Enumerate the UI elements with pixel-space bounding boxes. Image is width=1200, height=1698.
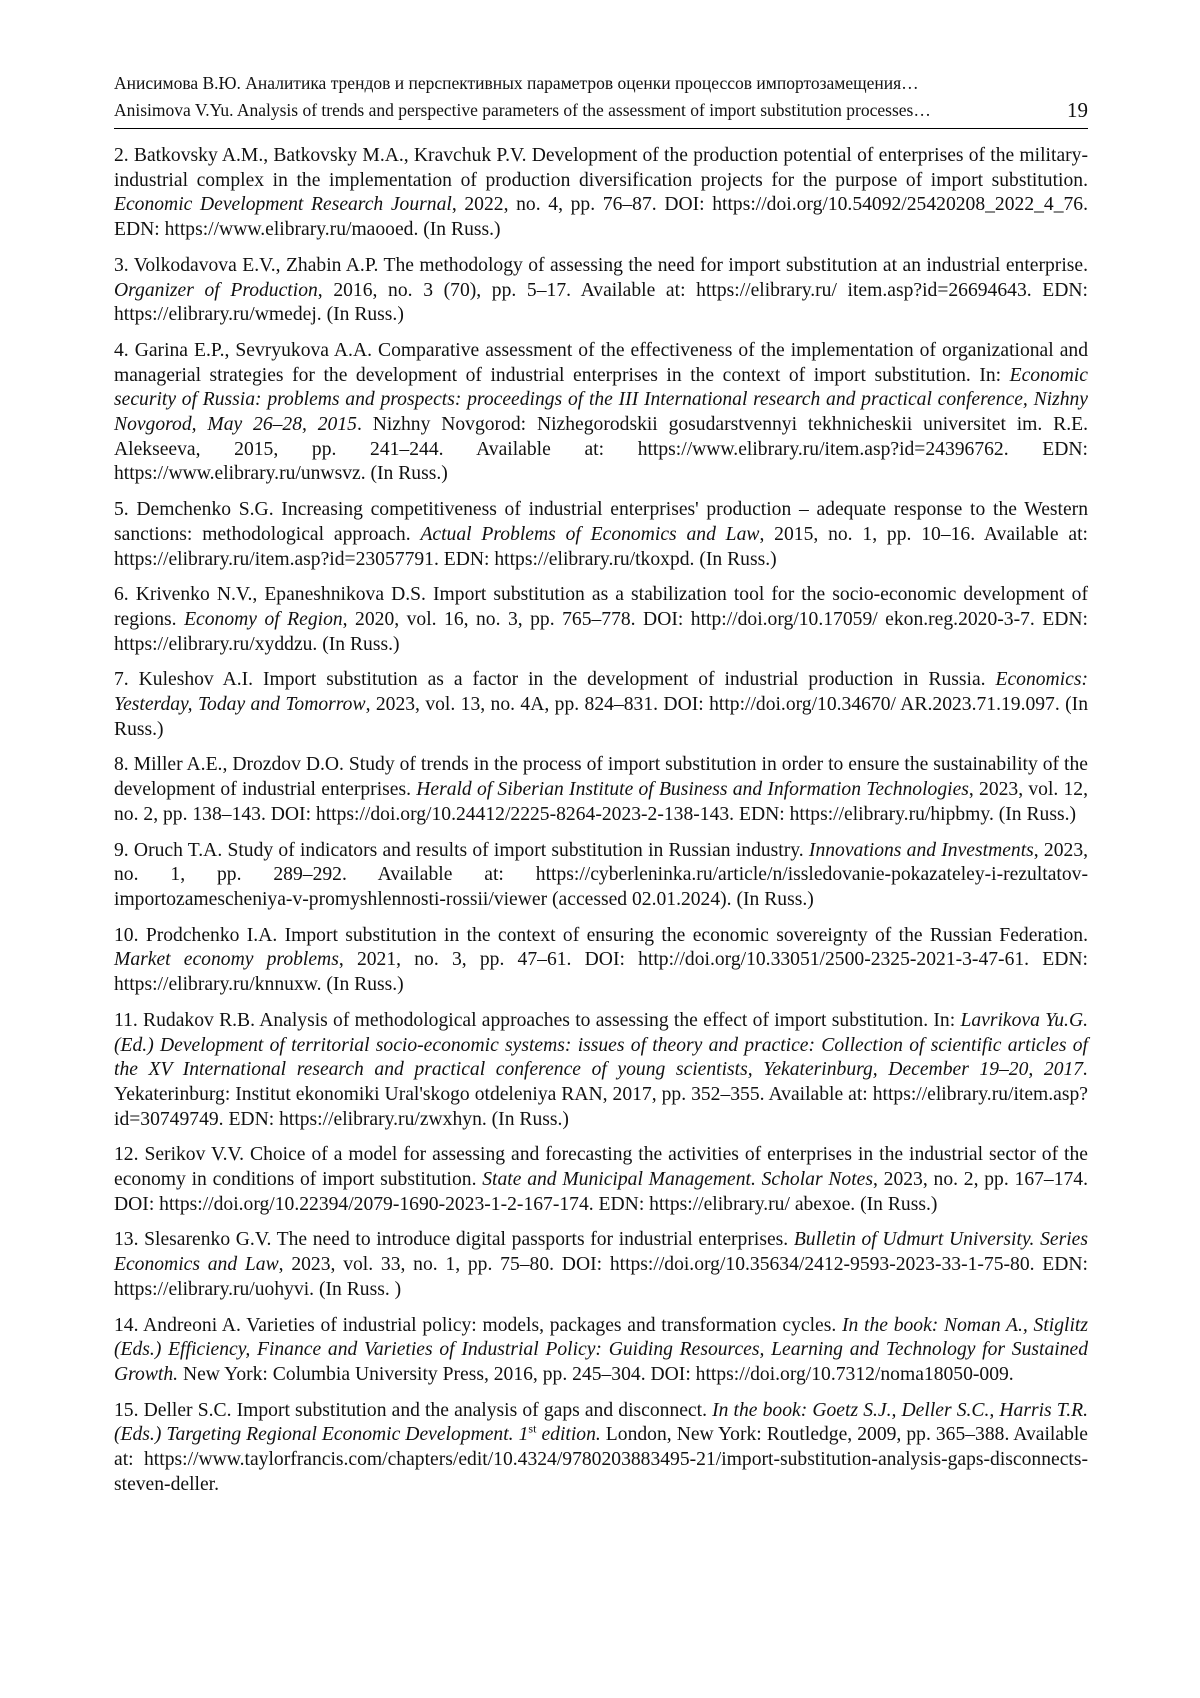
reference-details: , 2021, no. 3, pp. 47–61. DOI: http://doi.org/10.33051/2500-2325-2021-3-47-61. EDN: https://elibrary.ru/knnuxw. (In Russ.) xyxy=(114,949,1088,996)
reference-text: 7. Kuleshov A.I. Import substitution as a factor in the development of industrial production in Russia. xyxy=(114,669,996,691)
reference-details: , 2023, vol. 33, no. 1, pp. 75–80. DOI: https://doi.org/10.35634/2412-9593-2023-33-1-75-80. EDN: https://elibrary.ru/uohyvi. (In Russ. ) xyxy=(114,1254,1089,1300)
reference-source: Economics: Yesterday, Today and Tomorrow xyxy=(114,669,1088,716)
reference-source: Market economy problems xyxy=(114,949,339,971)
reference-item xyxy=(114,839,1088,913)
reference-item xyxy=(114,668,1088,742)
reference-details: , 2020, vol. 16, no. 3, pp. 765–778. DOI: http://doi.org/10.17059/ ekon.reg.2020-3-7. EDN: https://elibrary.ru/xyddzu. (In Russ.) xyxy=(114,608,1088,655)
reference-details: , 2015, no. 1, pp. 10–16. Available at: https://elibrary.ru/item.asp?id=23057791. EDN: https://elibrary.ru/tkoxpd. (In Russ.) xyxy=(114,523,1088,570)
reference-text: 11. Rudakov R.B. Analysis of methodological approaches to assessing the effect of import substitution. In: xyxy=(114,1009,961,1031)
reference-list xyxy=(114,144,1088,1508)
reference-item xyxy=(114,1009,1088,1133)
reference-item xyxy=(114,1399,1088,1498)
reference-text: 4. Garina E.P., Sevryukova A.A. Comparative assessment of the effectiveness of the implementation of organizational and managerial strategies for the development of industrial enterprises in the context of import substitution. In: xyxy=(114,339,1088,386)
reference-item xyxy=(114,254,1088,328)
reference-text: 6. Krivenko N.V., Epaneshnikova D.S. Import substitution as a stabilization tool for the socio-economic development of regions. xyxy=(114,584,1088,630)
reference-item xyxy=(114,924,1088,998)
reference-item xyxy=(114,339,1088,487)
reference-source: Economic Development Research Journal xyxy=(114,194,452,216)
reference-details: Yekaterinburg: Institut ekonomiki Ural'skogo otdeleniya RAN, 2017, pp. 352–355. Available at: https://elibrary.ru/item.asp?id=30749749. EDN: https://elibrary.ru/zwxhyn. (In Russ.) xyxy=(114,1083,1088,1130)
running-header xyxy=(114,70,1088,124)
reference-details: , 2023, no. 1, pp. 289–292. Available at: https://cyberleninka.ru/article/n/issledovanie-pokazateley-i-rezultatov-importozamescheniya-v-promyshlennosti-rossii/viewer (accessed 02.01.2024). (In Russ.) xyxy=(114,839,1089,910)
reference-details: London, New York: Routledge, 2009, pp. 365–388. Available at: https://www.taylorfrancis.com/chapters/edit/10.4324/9780203883495-21/import-substitution-analysis-gaps-disconnects-steven-deller. xyxy=(114,1424,1089,1495)
reference-text: 13. Slesarenko G.V. The need to introduce digital passports for industrial enterprises. xyxy=(114,1229,794,1251)
reference-item xyxy=(114,753,1088,827)
superscript-ordinal: st xyxy=(528,1421,537,1436)
reference-item xyxy=(114,1143,1088,1217)
reference-details: , 2016, no. 3 (70), pp. 5–17. Available at: https://elibrary.ru/ item.asp?id=26694643. EDN: https://elibrary.ru/wmedej. (In Russ.) xyxy=(114,279,1088,326)
header-russian-line: Анисимова В.Ю. Аналитика трендов и перспективных параметров оценки процессов импортозамещения… xyxy=(114,73,919,93)
header-english-line xyxy=(114,97,1088,124)
reference-source: Herald of Siberian Institute of Business and Information Technologies xyxy=(416,779,969,801)
reference-source: Bulletin of Udmurt University. Series Economics and Law xyxy=(114,1229,1088,1276)
reference-source-cont: edition. xyxy=(536,1424,601,1446)
reference-item xyxy=(114,583,1088,657)
reference-text: 9. Oruch T.A. Study of indicators and results of import substitution in Russian industry. xyxy=(114,839,809,861)
reference-item xyxy=(114,498,1088,572)
reference-text: 3. Volkodavova E.V., Zhabin A.P. The methodology of assessing the need for import substitution at an industrial enterprise. xyxy=(114,254,1088,276)
reference-text: 8. Miller A.E., Drozdov D.O. Study of trends in the process of import substitution in order to ensure the sustainability of the development of industrial enterprises. xyxy=(114,754,1088,801)
reference-source: State and Municipal Management. Scholar Notes xyxy=(482,1169,873,1191)
reference-details: , 2023, vol. 13, no. 4A, pp. 824–831. DOI: http://doi.org/10.34670/ AR.2023.71.19.097. (In Russ.) xyxy=(114,694,1088,740)
reference-source: Lavrikova Yu.G. (Ed.) Development of territorial socio-economic systems: issues of theory and practice: Collection of scientific articles of the XV International research and practical conference of young scientists, Yekaterinburg, December 19–20, 2017. xyxy=(114,1009,1089,1081)
reference-source: Economy of Region xyxy=(184,608,343,630)
reference-details: , 2023, vol. 12, no. 2, pp. 138–143. DOI: https://doi.org/10.24412/2225-8264-2023-2-138-143. EDN: https://elibrary.ru/hipbmy. (In Russ.) xyxy=(114,779,1088,825)
reference-source: Actual Problems of Economics and Law xyxy=(420,523,760,545)
reference-source: Organizer of Production xyxy=(114,279,318,301)
reference-details: , 2022, no. 4, pp. 76–87. DOI: https://doi.org/10.54092/25420208_2022_4_76. EDN: https://www.elibrary.ru/maooed. (In Russ.) xyxy=(114,194,1088,241)
reference-text: 10. Prodchenko I.A. Import substitution in the context of ensuring the economic sovereignty of the Russian Federation. xyxy=(114,924,1088,946)
header-rule xyxy=(114,128,1088,129)
reference-text: 12. Serikov V.V. Choice of a model for assessing and forecasting the activities of enterprises in the industrial sector of the economy in conditions of import substitution. xyxy=(114,1144,1088,1191)
reference-details: , 2023, no. 2, pp. 167–174. DOI: https://doi.org/10.22394/2079-1690-2023-1-2-167-174. EDN: https://elibrary.ru/ abexoe. (In Russ.) xyxy=(114,1169,1088,1215)
reference-text: 5. Demchenko S.G. Increasing competitiveness of industrial enterprises' production – adequate response to the Western sanctions: methodological approach. xyxy=(114,499,1088,545)
reference-item xyxy=(114,1228,1088,1302)
reference-details: New York: Columbia University Press, 2016, pp. 245–304. DOI: https://doi.org/10.7312/noma18050-009. xyxy=(178,1363,1014,1385)
reference-text: 15. Deller S.C. Import substitution and the analysis of gaps and disconnect. xyxy=(114,1399,713,1421)
reference-source: Economic security of Russia: problems and prospects: proceedings of the III International research and practical conference, Nizhny Novgorod, May 26–28, 2015 xyxy=(114,364,1088,436)
reference-item xyxy=(114,144,1088,243)
reference-item xyxy=(114,1314,1088,1388)
reference-source: Innovations and Investments xyxy=(808,839,1034,861)
reference-source: In the book: Noman A., Stiglitz (Eds.) Efficiency, Finance and Varieties of Industrial Policy: Guiding Resources, Learning and Technology for Sustained Growth. xyxy=(114,1314,1088,1385)
reference-details: . Nizhny Novgorod: Nizhegorodskii gosudarstvennyi tekhnicheskii universitet im. R.E. Alekseeva, 2015, pp. 241–244. Available at: https://www.elibrary.ru/item.asp?id=24396762. EDN: https://www.elibrary.ru/unwsvz. (In Russ.) xyxy=(114,414,1088,485)
reference-text: 2. Batkovsky A.M., Batkovsky M.A., Kravchuk P.V. Development of the production potential of enterprises of the military-industrial complex in the implementation of production diversification projects for the purpose of import substitution. xyxy=(114,145,1088,191)
reference-source: In the book: Goetz S.J., Deller S.C., Harris T.R. (Eds.) Targeting Regional Economic Development. 1 xyxy=(114,1399,1088,1446)
page-number: 19 xyxy=(1067,98,1088,122)
header-english-text: Anisimova V.Yu. Analysis of trends and perspective parameters of the assessment of import substitution processes… xyxy=(114,100,931,120)
reference-text: 14. Andreoni A. Varieties of industrial policy: models, packages and transformation cycles. xyxy=(114,1314,842,1336)
